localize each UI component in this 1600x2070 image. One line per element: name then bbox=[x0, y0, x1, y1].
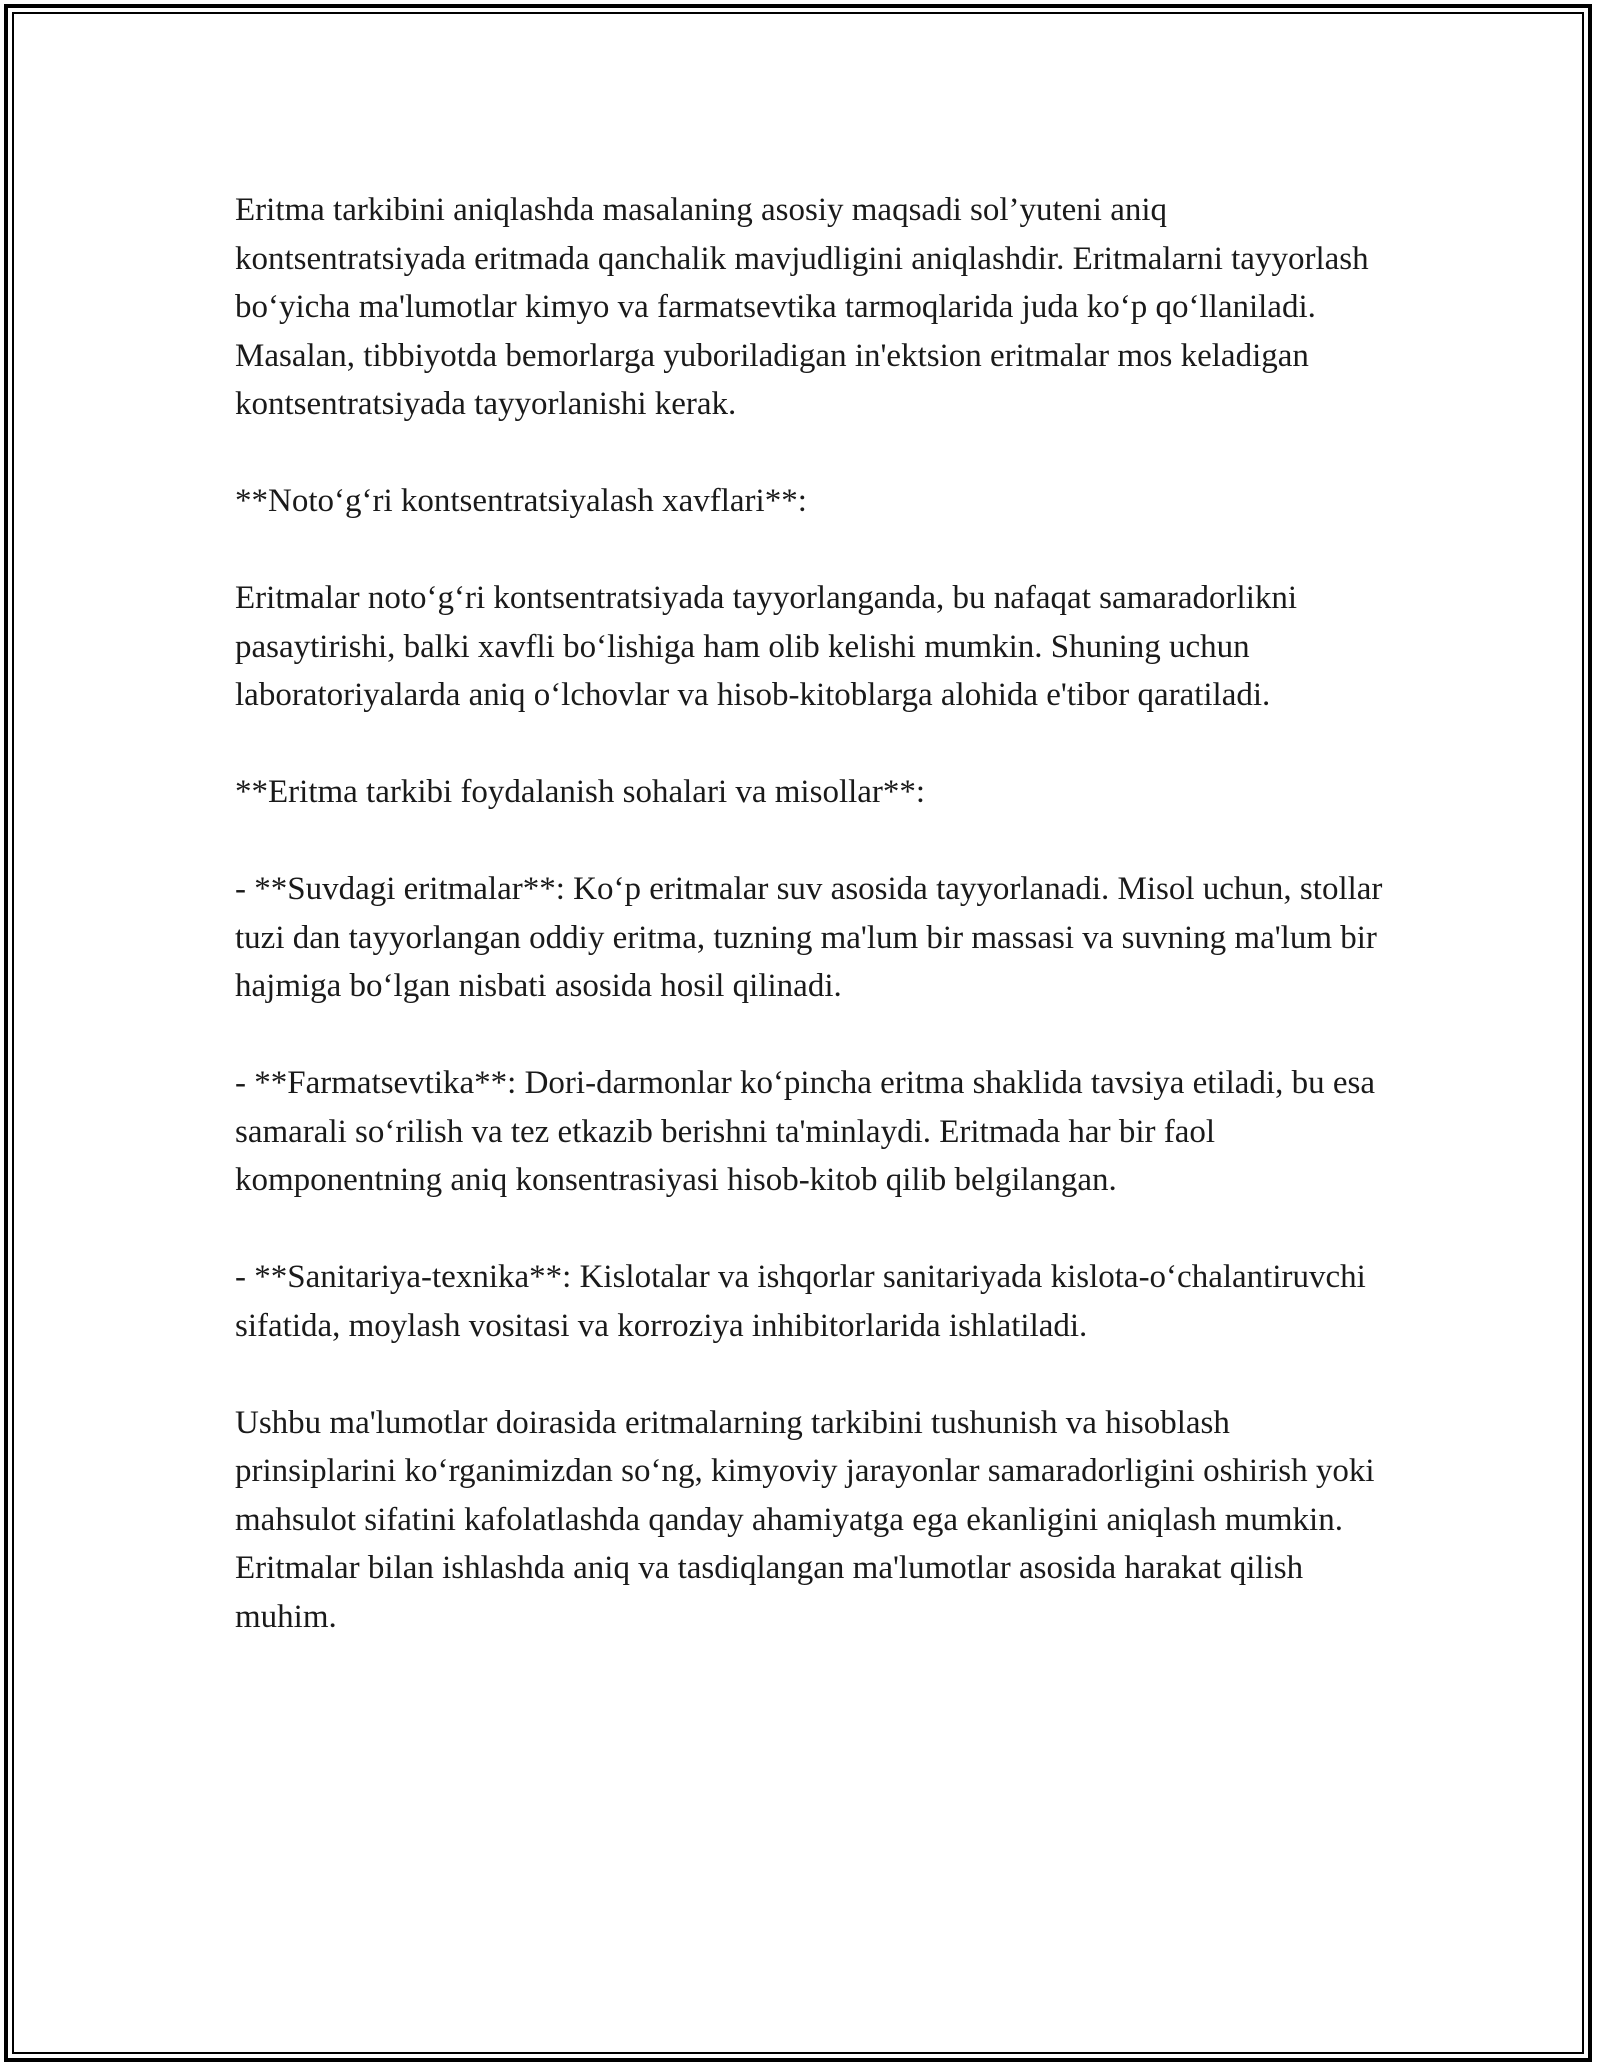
heading-risks: **Noto‘g‘ri kontsentratsiyalash xavflari**: bbox=[235, 483, 807, 519]
document-body bbox=[235, 186, 1385, 1641]
paragraph-intro: Eritma tarkibini aniqlashda masalaning asosiy maqsadi sol’yuteni aniq kontsentratsiyada eritmada qanchalik mavjudligini aniqlashdir. Eritmalarni tayyorlash bo‘yicha ma'lumotlar kimyo va farmatsevtika tarmoqlarida juda ko‘p qo‘llaniladi. Masalan, tibbiyotda bemorlarga yuboriladigan in'ektsion eritmalar mos keladigan kontsentratsiyada tayyorlanishi kerak. bbox=[235, 192, 1369, 422]
list-item-pharmaceutics: - **Farmatsevtika**: Dori-darmonlar ko‘pincha eritma shaklida tavsiya etiladi, bu esa samarali so‘rilish va tez etkazib berishni ta'minlaydi. Eritmada har bir faol komponentning aniq konsentrasiyasi hisob-kitob qilib belgilangan. bbox=[235, 1065, 1375, 1198]
paragraph-conclusion: Ushbu ma'lumotlar doirasida eritmalarning tarkibini tushunish va hisoblash prinsiplarini ko‘rganimizdan so‘ng, kimyoviy jarayonlar samaradorligini oshirish yoki mahsulot sifatini kafolatlashda qanday ahamiyatga ega ekanligini aniqlash mumkin. Eritmalar bilan ishlashda aniq va tasdiqlangan ma'lumotlar asosida harakat qilish muhim. bbox=[235, 1404, 1375, 1635]
heading-applications: **Eritma tarkibi foydalanish sohalari va misollar**: bbox=[235, 774, 926, 810]
list-item-water-solutions: - **Suvdagi eritmalar**: Ko‘p eritmalar suv asosida tayyorlanadi. Misol uchun, stollar tuzi dan tayyorlangan oddiy eritma, tuzning ma'lum bir massasi va suvning ma'lum bir hajmiga bo‘lgan nisbati asosida hosil qilinadi. bbox=[235, 871, 1383, 1004]
paragraph-risks: Eritmalar noto‘g‘ri kontsentratsiyada tayyorlanganda, bu nafaqat samaradorlikni pasaytirishi, balki xavfli bo‘lishiga ham olib kelishi mumkin. Shuning uchun laboratoriyalarda aniq o‘lchovlar va hisob-kitoblarga alohida e'tibor qaratiladi. bbox=[235, 580, 1298, 713]
list-item-sanitary: - **Sanitariya-texnika**: Kislotalar va ishqorlar sanitariyada kislota-o‘chalantiruvchi sifatida, moylash vositasi va korroziya inhibitorlarida ishlatiladi. bbox=[235, 1259, 1366, 1344]
